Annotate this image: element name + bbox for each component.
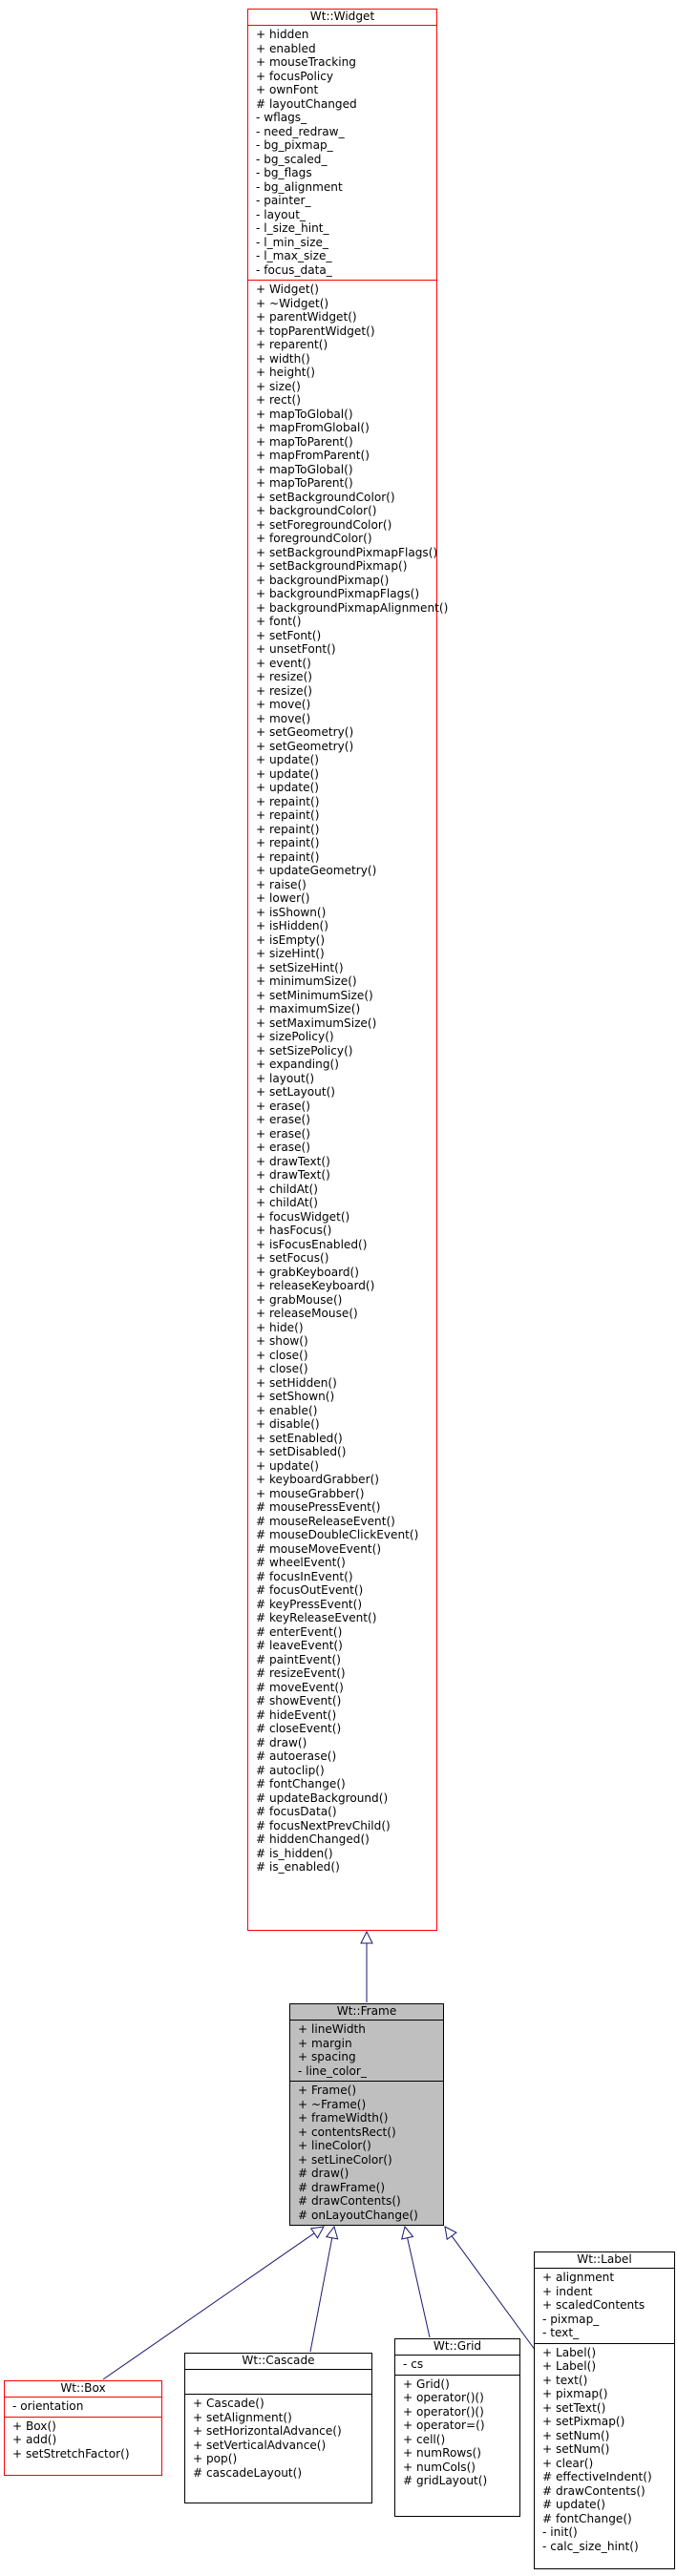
operation-row: + text() xyxy=(542,2373,588,2387)
operation-row: + Grid() xyxy=(403,2377,450,2391)
attributes-section xyxy=(5,2397,161,2417)
operation-row: + setGeometry() xyxy=(256,739,354,753)
operation-row: # showEvent() xyxy=(256,1694,342,1707)
edge-cascade-frame-arrowhead xyxy=(327,2227,338,2239)
edge-box-frame-arrowhead xyxy=(311,2227,324,2238)
operation-row: + reparent() xyxy=(256,338,328,351)
operation-row: + update() xyxy=(256,753,320,766)
operation-row: # fontChange() xyxy=(256,1777,346,1791)
class-title: Wt::Cascade xyxy=(242,2354,315,2367)
operation-row: + width() xyxy=(256,351,310,366)
operation-row: + cell() xyxy=(403,2432,446,2446)
operation-row: + rect() xyxy=(256,393,301,407)
operation-row: + erase() xyxy=(256,1099,310,1113)
attributes-section xyxy=(290,2020,443,2081)
operation-row: + setSizeHint() xyxy=(256,960,344,974)
operation-row: + ~Frame() xyxy=(298,2097,367,2111)
operation-row: + event() xyxy=(256,656,311,670)
attribute-row: + hidden xyxy=(256,28,309,41)
operation-row: # autoclip() xyxy=(256,1763,325,1777)
operation-row: + releaseKeyboard() xyxy=(256,1279,375,1292)
attribute-row: + indent xyxy=(542,2284,593,2298)
operation-row: + setForegroundColor() xyxy=(256,517,392,532)
operation-row: + parentWidget() xyxy=(256,310,357,324)
operation-row: - calc_size_hint() xyxy=(542,2539,639,2553)
operation-row: + setLineColor() xyxy=(298,2152,392,2167)
operation-row: + close() xyxy=(256,1348,308,1362)
operation-row: + foregroundColor() xyxy=(256,532,372,545)
attributes-section xyxy=(248,25,436,280)
operation-row: # paintEvent() xyxy=(256,1652,341,1666)
operation-row: + numRows() xyxy=(403,2446,481,2460)
attribute-row: + lineWidth xyxy=(298,2022,366,2036)
operation-row: # hideEvent() xyxy=(256,1707,337,1722)
operation-row: + move() xyxy=(256,711,311,725)
class-title: Wt::Grid xyxy=(433,2339,482,2353)
operation-row: + setBackgroundPixmapFlags() xyxy=(256,545,438,559)
operation-row: + backgroundColor() xyxy=(256,504,377,517)
operation-row: + resize() xyxy=(256,683,313,698)
operation-row: + enable() xyxy=(256,1403,318,1417)
operation-row: + childAt() xyxy=(256,1196,318,1209)
operation-row: + Cascade() xyxy=(193,2397,264,2410)
attribute-row: - bg_pixmap_ xyxy=(256,138,333,152)
operations-section xyxy=(535,2343,674,2557)
operation-row: + numCols() xyxy=(403,2460,476,2474)
operation-row: + isFocusEnabled() xyxy=(256,1237,368,1251)
operation-row: + Widget() xyxy=(256,283,320,296)
operation-row: + isEmpty() xyxy=(256,932,326,947)
operation-row: + close() xyxy=(256,1362,308,1375)
operation-row: + disable() xyxy=(256,1417,320,1431)
operation-row: + mapFromParent() xyxy=(256,449,370,462)
attribute-row: + spacing xyxy=(298,2050,356,2063)
operation-row: + setSizePolicy() xyxy=(256,1043,353,1058)
class-widget[interactable] xyxy=(247,9,449,1931)
operation-row: # is_hidden() xyxy=(256,1846,333,1860)
operation-row: # focusData() xyxy=(256,1805,337,1818)
operation-row: + setHidden() xyxy=(256,1375,337,1390)
operations-section xyxy=(248,280,449,1877)
operation-row: + drawText() xyxy=(256,1154,330,1168)
operation-row: # mouseMoveEvent() xyxy=(256,1541,382,1556)
operation-row: + childAt() xyxy=(256,1182,318,1196)
operation-row: + mapToParent() xyxy=(256,476,353,490)
operations-section xyxy=(5,2417,161,2464)
operation-row: + backgroundPixmapFlags() xyxy=(256,587,420,600)
operation-row: # gridLayout() xyxy=(403,2474,488,2487)
operation-row: # cascadeLayout() xyxy=(193,2465,303,2480)
operation-row: + sizePolicy() xyxy=(256,1030,334,1043)
operation-row: + backgroundPixmapAlignment() xyxy=(256,600,449,615)
attribute-row: - layout_ xyxy=(256,207,306,221)
attribute-row: + alignment xyxy=(542,2271,615,2284)
operation-row: + resize() xyxy=(256,670,313,683)
operation-row: + setPixmap() xyxy=(542,2415,625,2428)
attribute-row: + enabled xyxy=(256,41,316,55)
operation-row: + height() xyxy=(256,366,315,379)
operation-row: + erase() xyxy=(256,1141,310,1154)
operation-row: + pixmap() xyxy=(542,2387,608,2400)
operation-row: # onLayoutChange() xyxy=(298,2208,418,2222)
operations-section xyxy=(185,2394,371,2482)
operation-row: + mouseGrabber() xyxy=(256,1486,365,1500)
class-title: Wt::Box xyxy=(60,2381,106,2395)
operation-row: + sizeHint() xyxy=(256,947,325,960)
operation-row: # draw() xyxy=(256,1735,307,1749)
attribute-row: - cs xyxy=(403,2357,424,2371)
operation-row: + focusWidget() xyxy=(256,1209,350,1224)
operation-row: + keyboardGrabber() xyxy=(256,1473,380,1486)
operation-row: + setHorizontalAdvance() xyxy=(193,2424,342,2438)
operation-row: # mousePressEvent() xyxy=(256,1500,381,1514)
operation-row: + erase() xyxy=(256,1113,310,1126)
operation-row: + raise() xyxy=(256,877,307,891)
attribute-row: - l_size_hint_ xyxy=(256,221,329,235)
attribute-row: - need_redraw_ xyxy=(256,124,345,138)
attribute-row: - text_ xyxy=(542,2326,580,2339)
operation-row: # mouseDoubleClickEvent() xyxy=(256,1528,419,1541)
operation-row: + mapToGlobal() xyxy=(256,407,353,421)
operation-row: # resizeEvent() xyxy=(256,1666,346,1680)
operation-row: + size() xyxy=(256,379,301,393)
operation-row: + pop() xyxy=(193,2452,238,2465)
operation-row: + Label() xyxy=(542,2359,597,2373)
attributes-section xyxy=(395,2355,519,2375)
attributes-section xyxy=(185,2369,371,2394)
operation-row: + setAlignment() xyxy=(193,2410,292,2424)
operation-row: # update() xyxy=(542,2498,606,2511)
operation-row: # drawContents() xyxy=(298,2194,401,2208)
attribute-row: - bg_scaled_ xyxy=(256,152,328,166)
attribute-row: - l_min_size_ xyxy=(256,235,328,249)
class-title: Wt::Frame xyxy=(336,2004,397,2018)
attribute-row: + focusPolicy xyxy=(256,69,334,83)
attribute-row: - bg_alignment xyxy=(256,179,343,194)
operation-row: + Box() xyxy=(12,2419,56,2433)
operation-row: + setGeometry() xyxy=(256,725,354,739)
operation-row: # autoerase() xyxy=(256,1749,337,1763)
operation-row: + erase() xyxy=(256,1126,310,1141)
operation-row: # drawFrame() xyxy=(298,2180,386,2194)
operation-row: + lineColor() xyxy=(298,2139,371,2152)
operation-row: + grabKeyboard() xyxy=(256,1265,359,1279)
attribute-row: + scaledContents xyxy=(542,2298,645,2312)
operation-row: # updateBackground() xyxy=(256,1791,389,1805)
operation-row: # effectiveIndent() xyxy=(542,2470,652,2483)
operation-row: + setBackgroundColor() xyxy=(256,490,395,504)
operation-row: + repaint() xyxy=(256,849,320,864)
edge-grid-frame-line xyxy=(408,2238,430,2337)
class-label[interactable] xyxy=(534,2251,675,2569)
operation-row: # enterEvent() xyxy=(256,1624,343,1639)
operation-row: + update() xyxy=(256,781,320,794)
operation-row: + layout() xyxy=(256,1071,315,1085)
operation-row: + expanding() xyxy=(256,1058,339,1071)
class-title: Wt::Widget xyxy=(309,10,375,23)
operation-row: + clear() xyxy=(542,2456,594,2470)
operation-row: # drawContents() xyxy=(542,2483,645,2498)
operation-row: + setShown() xyxy=(256,1390,335,1403)
edge-label-frame-arrowhead xyxy=(445,2227,456,2239)
operation-row: + setText() xyxy=(542,2400,606,2415)
edge-grid-frame-arrowhead xyxy=(402,2227,413,2239)
operation-row: + setMaximumSize() xyxy=(256,1016,377,1030)
operation-row: + maximumSize() xyxy=(256,1002,361,1016)
operation-row: + add() xyxy=(12,2433,57,2446)
attribute-row: # layoutChanged xyxy=(256,96,357,111)
operation-row: + update() xyxy=(256,766,320,781)
operation-row: + backgroundPixmap() xyxy=(256,573,390,587)
operation-row: + move() xyxy=(256,698,311,711)
operation-row: + setFont() xyxy=(256,628,322,642)
operation-row: # moveEvent() xyxy=(256,1680,344,1694)
operation-row: + setStretchFactor() xyxy=(12,2446,130,2461)
operation-row: # fontChange() xyxy=(542,2511,632,2525)
attribute-row: + mouseTracking xyxy=(256,55,356,69)
operation-row: + operator()() xyxy=(403,2391,484,2404)
attribute-row: - l_max_size_ xyxy=(256,249,332,262)
operation-row: + setMinimumSize() xyxy=(256,988,373,1002)
operation-row: + mapToParent() xyxy=(256,434,353,449)
operations-section xyxy=(290,2081,443,2225)
operation-row: # mouseReleaseEvent() xyxy=(256,1514,395,1528)
operation-row: + unsetFont() xyxy=(256,642,336,656)
operation-row: + isHidden() xyxy=(256,919,328,932)
operation-row: + mapToGlobal() xyxy=(256,462,353,476)
operation-row: # wheelEvent() xyxy=(256,1556,346,1569)
attribute-row: - line_color_ xyxy=(298,2063,367,2078)
operation-row: + lower() xyxy=(256,891,310,905)
operation-row: # is_enabled() xyxy=(256,1860,340,1874)
operation-row: # focusNextPrevChild() xyxy=(256,1818,391,1833)
class-title: Wt::Label xyxy=(577,2252,632,2266)
operation-row: # closeEvent() xyxy=(256,1722,342,1735)
operation-row: + Label() xyxy=(542,2345,597,2359)
operation-row: + setFocus() xyxy=(256,1251,329,1265)
operation-row: + repaint() xyxy=(256,808,320,822)
operation-row: + contentsRect() xyxy=(298,2125,396,2139)
operation-row: + hide() xyxy=(256,1320,304,1334)
attribute-row: + margin xyxy=(298,2036,352,2050)
class-cascade[interactable] xyxy=(184,2353,372,2503)
operation-row: + font() xyxy=(256,615,302,628)
edge-frame-widget-arrowhead xyxy=(361,1932,372,1943)
operation-row: + repaint() xyxy=(256,836,320,849)
operation-row: - init() xyxy=(542,2525,578,2539)
operation-row: + operator()() xyxy=(403,2404,484,2419)
attribute-row: - painter_ xyxy=(256,194,311,207)
operation-row: + hasFocus() xyxy=(256,1224,332,1237)
operation-row: + mapFromGlobal() xyxy=(256,421,370,434)
operation-row: # hiddenChanged() xyxy=(256,1833,370,1846)
operation-row: + updateGeometry() xyxy=(256,864,377,877)
operation-row: + frameWidth() xyxy=(298,2111,389,2125)
operation-row: + show() xyxy=(256,1334,308,1348)
operation-row: + isShown() xyxy=(256,905,327,919)
operation-row: + setEnabled() xyxy=(256,1431,343,1445)
operation-row: + setVerticalAdvance() xyxy=(193,2438,327,2452)
operation-row: # focusOutEvent() xyxy=(256,1583,364,1597)
operation-row: # keyReleaseEvent() xyxy=(256,1611,377,1624)
operation-row: + update() xyxy=(256,1458,320,1473)
operation-row: + operator=() xyxy=(403,2419,485,2432)
operations-section xyxy=(395,2375,519,2491)
attribute-row: - bg_flags xyxy=(256,166,312,179)
class-grid[interactable] xyxy=(394,2338,520,2517)
operation-row: + repaint() xyxy=(256,794,320,808)
operation-row: + Frame() xyxy=(298,2084,357,2097)
operation-row: + grabMouse() xyxy=(256,1292,343,1307)
class-box[interactable] xyxy=(4,2380,162,2476)
attribute-row: - pixmap_ xyxy=(542,2312,600,2326)
attribute-row: + ownFont xyxy=(256,83,319,96)
operation-row: + setNum() xyxy=(542,2442,610,2456)
operation-row: # keyPressEvent() xyxy=(256,1597,363,1611)
operation-row: + releaseMouse() xyxy=(256,1307,358,1320)
operation-row: + ~Widget() xyxy=(256,296,329,310)
operation-row: # leaveEvent() xyxy=(256,1639,343,1652)
operation-row: + setNum() xyxy=(542,2428,610,2442)
attribute-row: - orientation xyxy=(12,2399,84,2413)
attributes-section xyxy=(535,2268,674,2343)
operation-row: + topParentWidget() xyxy=(256,324,375,338)
operation-row: + setDisabled() xyxy=(256,1445,347,1458)
attribute-row: - wflags_ xyxy=(256,111,307,124)
operation-row: + repaint() xyxy=(256,822,320,836)
operation-row: # draw() xyxy=(298,2167,349,2180)
operation-row: # focusInEvent() xyxy=(256,1569,353,1583)
edge-cascade-frame-line xyxy=(310,2238,332,2352)
class-frame[interactable] xyxy=(289,2003,444,2226)
operation-row: + minimumSize() xyxy=(256,974,357,988)
operation-row: + setLayout() xyxy=(256,1085,336,1099)
attribute-row: - focus_data_ xyxy=(256,262,332,277)
operation-row: + drawText() xyxy=(256,1168,330,1182)
operation-row: + setBackgroundPixmap() xyxy=(256,559,408,573)
